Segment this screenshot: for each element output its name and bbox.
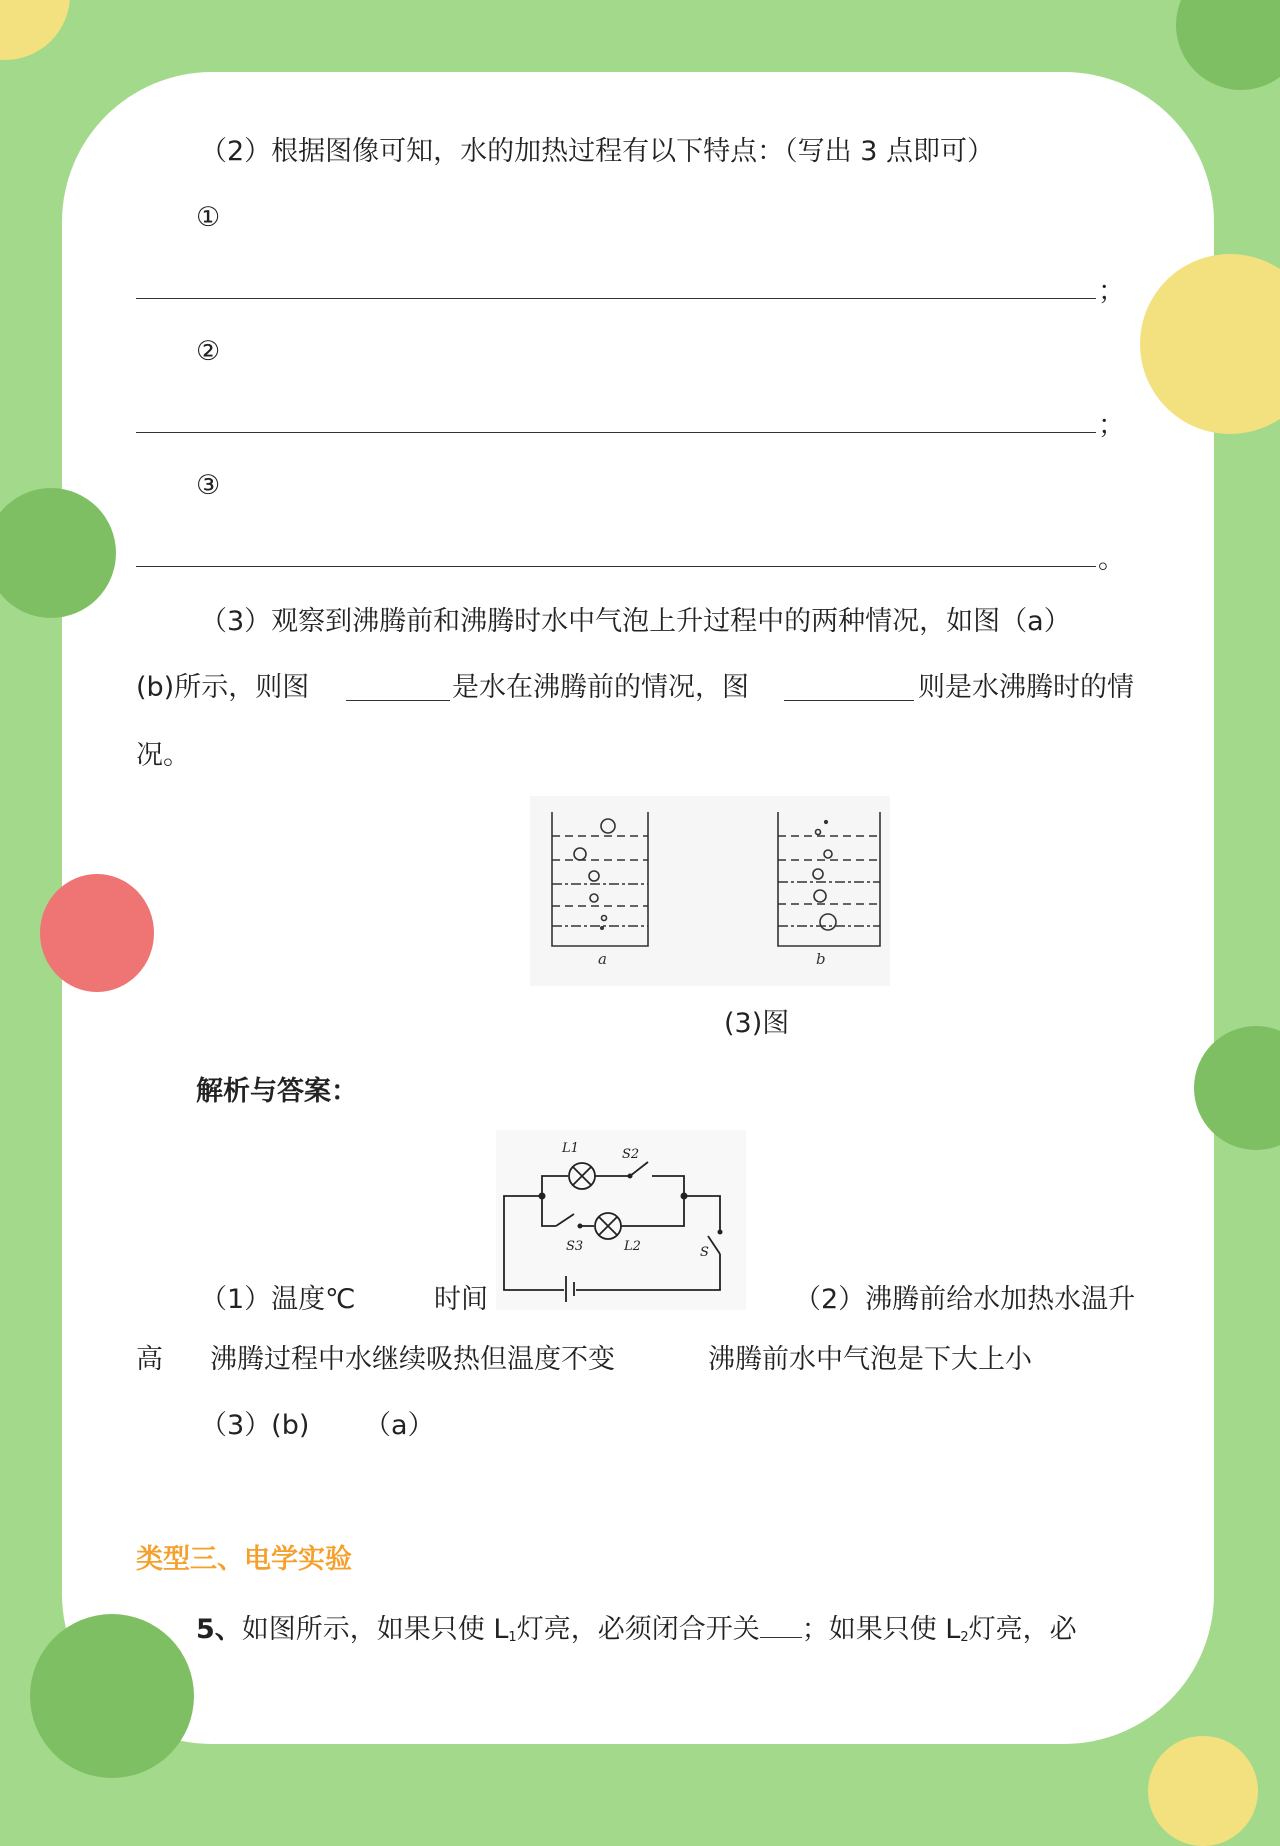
answer-1-a: （1）温度℃: [200, 1284, 356, 1315]
q2-end-1: ；: [1098, 276, 1125, 307]
q3-line-2b: 是水在沸腾前的情况，图: [452, 672, 749, 703]
q5-text-a: 如图所示，如果只使 L: [241, 1614, 509, 1645]
q3-line-2a: (b)所示，则图: [136, 672, 310, 703]
q5-text-c: ；如果只使 L: [801, 1614, 961, 1645]
circuit-label-L2: L2: [624, 1239, 641, 1254]
q5-text-b: 灯亮，必须闭合开关: [516, 1614, 760, 1645]
q2-prompt: （2）根据图像可知，水的加热过程有以下特点：（写出 3 点即可）: [200, 136, 995, 167]
red-dot-left: [40, 874, 154, 992]
answer-3-a: （3）(b): [200, 1410, 310, 1441]
beaker-figure: [530, 796, 890, 986]
circuit-label-S: S: [700, 1245, 709, 1260]
yellow-dot-bottom-right: [1148, 1736, 1258, 1846]
q5-text-d: 灯亮，必: [968, 1614, 1077, 1645]
q3-blank-2: [784, 700, 914, 701]
yellow-dot-top-left: [0, 0, 70, 60]
green-dot-top-right: [1176, 0, 1280, 90]
circuit-label-L1: L1: [562, 1141, 579, 1156]
answer-blank-2: [136, 432, 1096, 433]
q5-number: 5、: [196, 1614, 242, 1645]
answer-blank-1: [136, 298, 1096, 299]
answer-3-b: （a）: [364, 1410, 435, 1441]
answer-2-b: 高: [136, 1344, 163, 1375]
q3-blank-1: [346, 700, 450, 701]
circuit-diagram: [496, 1130, 746, 1310]
analysis-heading: 解析与答案：: [196, 1076, 358, 1107]
q5-line: [196, 1612, 1077, 1656]
q5-sub-2: 2: [960, 1630, 969, 1645]
q2-end-2: ；: [1098, 410, 1125, 441]
beaker-a-label: a: [598, 950, 607, 968]
answer-1-b: 时间: [434, 1284, 488, 1315]
q2-marker-3: ③: [196, 470, 221, 501]
section-title: 类型三、电学实验: [136, 1544, 352, 1575]
answer-2-c: 沸腾过程中水继续吸热但温度不变: [210, 1344, 615, 1375]
circuit-label-S3: S3: [566, 1239, 584, 1254]
q2-marker-1: ①: [196, 202, 221, 233]
figure-caption: (3)图: [724, 1008, 790, 1039]
q5-blank: [760, 1615, 802, 1638]
q3-line-3: 况。: [136, 740, 190, 771]
q2-marker-2: ②: [196, 336, 221, 367]
green-dot-bottom-left: [30, 1614, 194, 1778]
q5-sub-1: 1: [508, 1630, 517, 1645]
answer-blank-3: [136, 566, 1096, 567]
answer-2-d: 沸腾前水中气泡是下大上小: [708, 1344, 1032, 1375]
circuit-label-S2: S2: [622, 1147, 640, 1162]
answer-2-a: （2）沸腾前给水加热水温升: [794, 1284, 1136, 1315]
beaker-b-label: b: [816, 950, 826, 968]
q3-line-2c: 则是水沸腾时的情: [918, 672, 1134, 703]
q2-end-3: 。: [1098, 544, 1125, 575]
q3-line-1: （3）观察到沸腾前和沸腾时水中气泡上升过程中的两种情况，如图（a）: [200, 606, 1071, 637]
